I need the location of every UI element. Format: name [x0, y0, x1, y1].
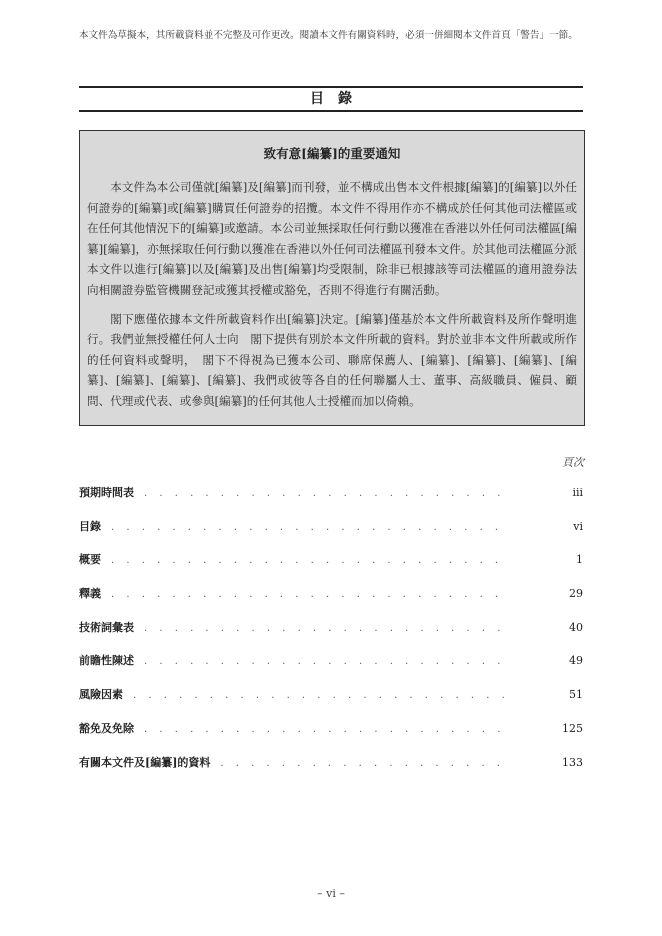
toc-page-number: vi — [573, 519, 583, 533]
toc-leader-dots — [144, 623, 505, 634]
toc-page-number: 49 — [569, 654, 583, 668]
toc-leader-dots — [144, 724, 505, 735]
important-notice-box — [79, 130, 585, 426]
toc-page-number: 29 — [569, 587, 583, 601]
toc-row[interactable] — [79, 720, 583, 754]
toc-label[interactable]: 豁免及免除 — [79, 721, 134, 735]
toc-label[interactable]: 前瞻性陳述 — [79, 654, 134, 668]
toc-label[interactable]: 預期時間表 — [79, 486, 134, 499]
toc-row[interactable] — [79, 585, 583, 619]
toc-leader-dots — [111, 589, 505, 600]
toc-leader-dots — [111, 522, 505, 533]
toc-row[interactable] — [79, 652, 583, 686]
toc-row[interactable] — [79, 484, 583, 518]
toc-leader-dots — [220, 758, 505, 769]
toc-label[interactable]: 有關本文件及[編纂]的資料 — [79, 755, 211, 769]
page-title-block — [79, 86, 583, 112]
toc-page-number: 125 — [562, 721, 583, 735]
toc-row[interactable] — [79, 551, 583, 585]
toc-label[interactable]: 概要 — [79, 553, 101, 567]
toc-leader-dots — [144, 488, 505, 499]
notice-title: 致有意[編纂]的重要通知 — [263, 146, 401, 161]
toc-leader-dots — [111, 555, 505, 566]
draft-warning-note: 本文件為草擬本，其所載資料並不完整及可作更改。閱讀本文件有關資料時，必須一併細閱本文件首頁「警告」一節。 — [79, 30, 578, 41]
toc-page-number: 1 — [576, 553, 583, 567]
toc-leader-dots — [133, 690, 505, 701]
page-column-label: 頁次 — [562, 456, 584, 469]
page-title: 目錄 — [310, 91, 366, 107]
toc-label[interactable]: 風險因素 — [79, 688, 123, 702]
page-footer-number: – vi – — [317, 887, 345, 900]
toc-page-number: iii — [572, 486, 583, 499]
toc-leader-dots — [144, 656, 505, 667]
toc-row[interactable] — [79, 686, 583, 720]
toc-page-number: 40 — [569, 620, 583, 634]
toc-page-number: 51 — [569, 688, 583, 702]
notice-paragraph-2: 閣下應僅依據本文件所載資料作出[編纂]決定。[編纂]僅基於本文件所載資料及所作聲明進行。我們並無授權任何人士向 閣下提供有別於本文件所載的資料。對於並非本文件所載或所作的任何資料或聲明， 閣下不得視為已獲本公司、聯席保薦人、[編纂]、[編纂]、[編纂]、[編纂]、[編纂]、[編纂]、[編纂]、我們或彼等各自的任何聯屬人士、董事、高級職員、僱員、顧問、代理或代表、或參與[編纂]的任何其他人士授權而加以倚賴。 — [87, 311, 577, 408]
toc-row[interactable] — [79, 754, 583, 788]
toc-row[interactable] — [79, 619, 583, 653]
toc-label[interactable]: 釋義 — [79, 587, 101, 601]
toc-label[interactable]: 目錄 — [79, 519, 101, 533]
toc-page-number: 133 — [562, 755, 583, 769]
toc-row[interactable] — [79, 518, 583, 552]
toc-label[interactable]: 技術詞彙表 — [79, 620, 134, 634]
notice-paragraph-1: 本文件為本公司僅就[編纂]及[編纂]而刊發，並不構成出售本文件根據[編纂]的[編纂]以外任何證券的[編纂]或[編纂]購買任何證券的招攬。本文件不得用作亦不構成於任何其他司法權區或在任何其他情況下的[編纂]或邀請。本公司並無採取任何行動以獲准在香港以外任何司法權區[編纂][編纂]，亦無採取任何行動以獲准在香港以外任何司法權區刊發本文件。於其他司法權區分派本文件以進行[編纂]以及[編纂]及出售[編纂]均受限制，除非已根據該等司法權區的適用證券法向相關證券監管機關登記或獲其授權或豁免，否則不得進行有關活動。 — [87, 180, 577, 297]
table-of-contents — [79, 484, 583, 787]
